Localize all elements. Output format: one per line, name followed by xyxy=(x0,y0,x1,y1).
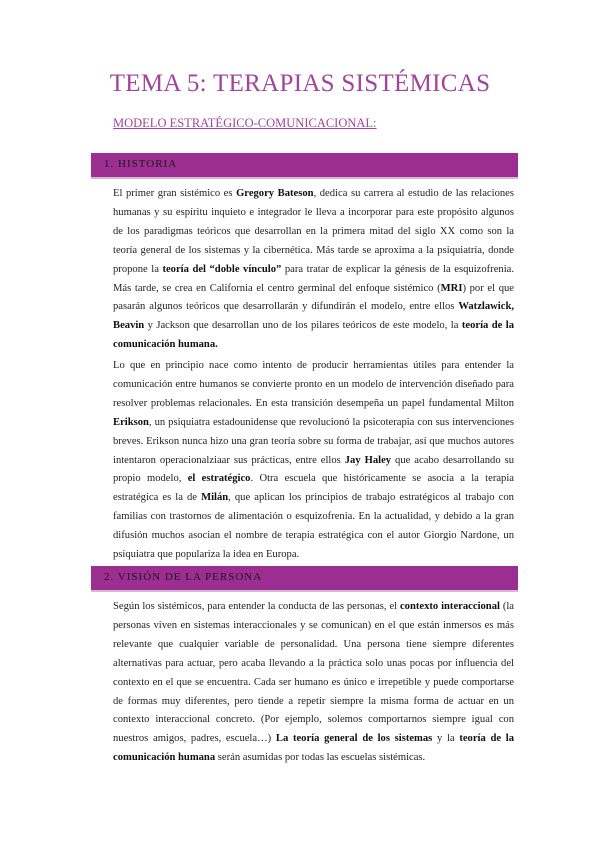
bold-text: el estratégico xyxy=(187,473,251,485)
text-run: , un psiquiatra estadounidense que revolucionó la psicoterapia con sus intervenciones breves. Erikson nunca hizo una gran teoría sobre su forma de trabajar, así que muchos autores intentaron operacionalziaar sus prácticas, entre ellos xyxy=(113,416,514,466)
page-subtitle: MODELO ESTRATÉGICO-COMUNICACIONAL: xyxy=(113,116,377,130)
text-run: serán asumidas por todas las escuelas sistémicas. xyxy=(215,752,426,764)
text-run: que acabo desarrollando su propio modelo, xyxy=(113,454,514,485)
text-run: , dedica su carrera al estudio de las relaciones humanas y su espíritu inquieto e integrador le lleva a incorporar para este propósito algunos de los paradigmas teóricos que desarrollan en la primera mitad del siglo XX como son la teoría general de los sistemas y la cibernética. Más tarde se aproxima a la psiquiatría, donde propone la xyxy=(113,188,514,275)
bold-text: teoría de la comunicación humana xyxy=(113,733,514,764)
text-run: ) por el que pasarán algunos teóricos que desarrollarán y difundirán el modelo, entre ellos xyxy=(113,282,514,313)
text-run: Según los sistémicos, para entender la conducta de las personas, el xyxy=(113,601,400,612)
section-heading-label: 1. HISTORIA xyxy=(104,158,178,170)
bold-text: Gregory Bateson xyxy=(236,188,314,199)
text-run: , que aplican los principios de trabajo estratégicos al trabajo con familias con trastornos de alimentación o esquizofrenia. En la actualidad, y debido a la gran difusión muchos asocian el nombre de terapia estratégica con el autor Giorgio Nardone, un psiquiatra que populariza la idea en Europa. xyxy=(113,492,514,561)
bold-text: contexto interaccional xyxy=(399,601,500,612)
text-run: Lo que en principio nace como intento de producir herramientas útiles para entender la comunicación entre humanos se convierte pronto en un modelo de intervención diseñado para resolver problemas relacionales. En esta transición desempeña un papel fundamental Milton xyxy=(113,360,514,409)
section-heading-vision xyxy=(91,566,518,592)
bold-text: MRI xyxy=(440,282,463,294)
bold-text: teoría de la comunicación humana. xyxy=(113,320,514,351)
text-run: El primer gran sistémico es xyxy=(113,188,237,199)
bold-text: Milán xyxy=(201,492,229,504)
text-run: para tratar de explicar la génesis de la esquizofrenia. Más tarde, se crea en California el centro germinal del enfoque sistémico ( xyxy=(113,263,514,294)
page-title: TEMA 5: TERAPIAS SISTÉMICAS xyxy=(109,70,491,97)
text-run: (la personas viven en sistemas interaccionales y se comunican) en el que están inmersos es más relevante que cualquier variable de personalidad. Una persona tiene siempre diferentes alternativas para actuar, pero acaba llevando a la práctica solo unas pocas por influencia del contexto en el que se encuentra. Cada ser humano es único e irrepetible y puede comportarse de formas muy diferentes, pero tiende a repetir siempre la misma forma de actuar en un contexto interaccional concreto. (Por ejemplo, solemos comportarnos siempre igual con nuestros amigos, padres, escuela…) xyxy=(113,601,515,745)
bold-text: Jay Haley xyxy=(344,454,392,466)
text-run: y Jackson que desarrollan uno de los pilares teóricos de este modelo, la xyxy=(144,320,462,332)
bold-text: Watzlawick, Beavin xyxy=(113,301,514,332)
paragraph xyxy=(113,185,514,355)
bold-text: Erikson xyxy=(113,416,149,428)
text-run: . Otra escuela que históricamente se asocia a la terapia estratégica es la de xyxy=(113,473,514,504)
bold-text: La teoría general de los sistemas xyxy=(275,733,433,745)
section-heading-historia xyxy=(91,153,518,179)
paragraph xyxy=(113,357,514,565)
section-heading-label: 2. VISIÓN DE LA PERSONA xyxy=(104,571,263,583)
bold-text: teoría del “doble vínculo” xyxy=(162,263,282,275)
paragraph xyxy=(113,598,514,768)
text-run: y la xyxy=(432,733,460,745)
